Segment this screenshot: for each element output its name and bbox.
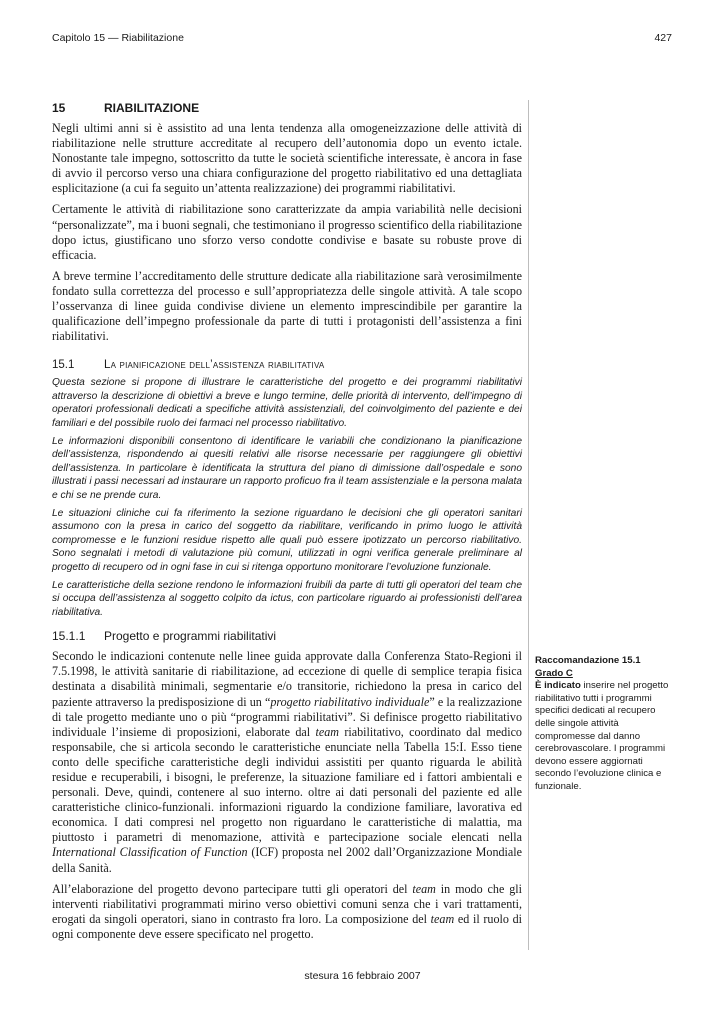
emphasis: progetto riabilitativo individuale bbox=[270, 694, 430, 709]
subsubsection-title: Progetto e programmi riabilitativi bbox=[104, 629, 277, 644]
project-paragraph-2 bbox=[52, 882, 522, 942]
text-run: Secondo le indicazioni contenute nelle linee guida approvate dalla Conferenza Stato-Regioni il 7.5.1998, le attività sanitarie di riabilitazione, ad eccezione di quelle di semplice terapia fisica destinata a disabilità minimali, segmentarie e/o transitorie, richiedono la presa in carico del paziente attraverso la predisposizione di un “ bbox=[52, 649, 522, 709]
recommendation-lead: È indicato bbox=[535, 680, 581, 692]
project-paragraph-1 bbox=[52, 649, 522, 875]
recommendation-title: Raccomandazione 15.1 bbox=[535, 655, 641, 666]
emphasis: team bbox=[412, 881, 436, 896]
intro-paragraph-2: Le informazioni disponibili consentono di identificare le variabili che condizionano la pianificazione dell’assistenza, rispondendo ai quesiti relativi alle risorse necessarie per raggiungere gli obiettivi dell’assistenza. In particolare è identificata la struttura del piano di dimissione dall’ospedale e sono illustrati i passi necessari ad instaurare un rapporto proficuo fra il team assistenziale e la persona malata e chi se ne prende cura. bbox=[52, 435, 522, 501]
chapter-label: Capitolo 15 — Riabilitazione bbox=[52, 32, 184, 44]
text-run: All’elaborazione del progetto devono partecipare tutti gli operatori del bbox=[52, 881, 413, 896]
subsubsection-heading bbox=[52, 628, 522, 644]
main-column bbox=[52, 100, 522, 948]
emphasis: International Classification of Function bbox=[52, 845, 248, 860]
recommendation-grade: Grado C bbox=[535, 667, 573, 679]
subsubsection-number: 15.1.1 bbox=[52, 629, 86, 644]
subsection-title: La pianificazione dell’assistenza riabilitativa bbox=[104, 359, 325, 372]
text-run: riabilitativo, coordinato dal medico responsabile, che si articola secondo le caratteristiche enunciate nella Tabella 15:I. Esso tiene conto delle specifiche caratteristiche degli individui assistiti per quanto riguarda le abilità residue e recuperabili, i bisogni, le preferenze, la situazione familiare ed i fattori ambientali e personali. Deve, quindi, contenere al suo interno. oltre ai dati personali del paziente ed alle caratteristiche clinico-funzionali. informazioni riguardo la condizione familiare, lavorativa ed economica. I dati compresi nel progetto non riguardano le caratteristiche di malattia, ma piuttosto i parametri di menomazione, attività e partecipazione sociale elencati nella bbox=[52, 724, 522, 845]
text-run: in modo che gli interventi riabilitativi programmati mirino verso obiettivi comuni senza che i vari trattamenti, erogati da singoli operatori, siano in contrasto fra loro. La composizione del bbox=[52, 881, 522, 926]
text-run: ed il ruolo di ogni componente deve essere specificato nel progetto. bbox=[52, 911, 522, 941]
emphasis: team bbox=[315, 724, 340, 739]
subsection-number: 15.1 bbox=[52, 359, 75, 372]
emphasis: team bbox=[430, 911, 455, 926]
section-paragraph-3: A breve termine l’accreditamento delle strutture dedicate alla riabilitazione sarà verosimilmente fondato sulla correttezza del processo e sull’appropriatezza delle singole attività. A tale scopo l’osservanza di linee guida condivise diviene un elemento imprescindibile per garantire la qualificazione dell’impegno professionale da parte di tutti i protagonisti dell’assistenza a fini riabilitativi. bbox=[52, 268, 522, 344]
recommendation-text bbox=[535, 680, 675, 793]
page-number: 427 bbox=[654, 32, 672, 44]
intro-paragraph-1: Questa sezione si propone di illustrare le caratteristiche del progetto e dei programmi riabilitativi attraverso la descrizione di obiettivi a breve e lungo termine, delle priorità di intervento, dell’impegno di operatori professionali dedicati a specifiche attività assistenziali, del coinvolgimento del paziente e dei familiari e del possibile ruolo dei farmaci nel processo riabilitativo. bbox=[52, 377, 522, 429]
section-heading bbox=[52, 100, 522, 116]
column-divider bbox=[528, 100, 529, 950]
section-paragraph-1: Negli ultimi anni si è assistito ad una lenta tendenza alla omogeneizzazione delle attività di riabilitazione nelle strutture accreditate al recupero dell’autonomia dopo un evento ictale. Nonostante tale impegno, sottoscritto da tutte le società scientifiche interessate, è ancora in fase di avvio il percorso verso una chiara configurazione del progetto riabilitativo ed una dettagliata esplicitazione (a cui fa seguito un’attenta realizzazione) dei programmi riabilitativi. bbox=[52, 121, 522, 196]
running-header bbox=[52, 32, 672, 48]
section-title: RIABILITAZIONE bbox=[104, 101, 200, 115]
section-number: 15 bbox=[52, 101, 66, 115]
text-run: (ICF) proposta nel 2002 dall’Organizzazione Mondiale della Sanità. bbox=[52, 845, 522, 875]
intro-paragraph-3: Le situazioni cliniche cui fa riferimento la sezione riguardano le decisioni che gli operatori sanitari assumono con la presa in carico del soggetto da riabilitare, verificando in primo luogo le attività compromesse e le funzioni residue rispetto alle quali può essere ipotizzato un percorso riabilitativo. Sono segnalati i metodi di valutazione più comuni, utilizzati in ogni verifica generale preliminare al progetto di recupero od in ogni fase in cui si ritenga opportuno monitorare l’evoluzione funzionale. bbox=[52, 507, 522, 573]
page-footer: stesura 16 febbraio 2007 bbox=[304, 970, 421, 982]
text-run: ” e la realizzazione di tale progetto mediante uno o più “programmi riabilitativi”. Si definisce progetto riabilitativo individuale l’insieme di proposizioni, elaborate dal bbox=[52, 694, 522, 739]
subsection-heading bbox=[52, 358, 522, 373]
section-paragraph-2: Certamente le attività di riabilitazione sono caratterizzate da ampia variabilità nelle decisioni “personalizzate”, ma i buoni segnali, che testimoniano il progresso scientifico della riabilitazione dopo ictus, giustificano uno sforzo verso condotte condivise e basate su robuste prove di efficacia. bbox=[52, 202, 522, 262]
recommendation-box bbox=[535, 655, 675, 794]
recommendation-body: inserire nel progetto riabilitativo tutti i programmi specifici dedicati al recupero delle singole attività compromesse dal danno cerebrovascolare. I programmi devono essere aggiornati secondo l’evoluzione clinica e funzionale. bbox=[535, 680, 669, 792]
intro-paragraph-4: Le caratteristiche della sezione rendono le informazioni fruibili da parte di tutti gli operatori del team che si occupa dell’assistenza al soggetto colpito da ictus, con particolare riguardo ai professionisti dell’area riabilitativa. bbox=[52, 580, 522, 618]
